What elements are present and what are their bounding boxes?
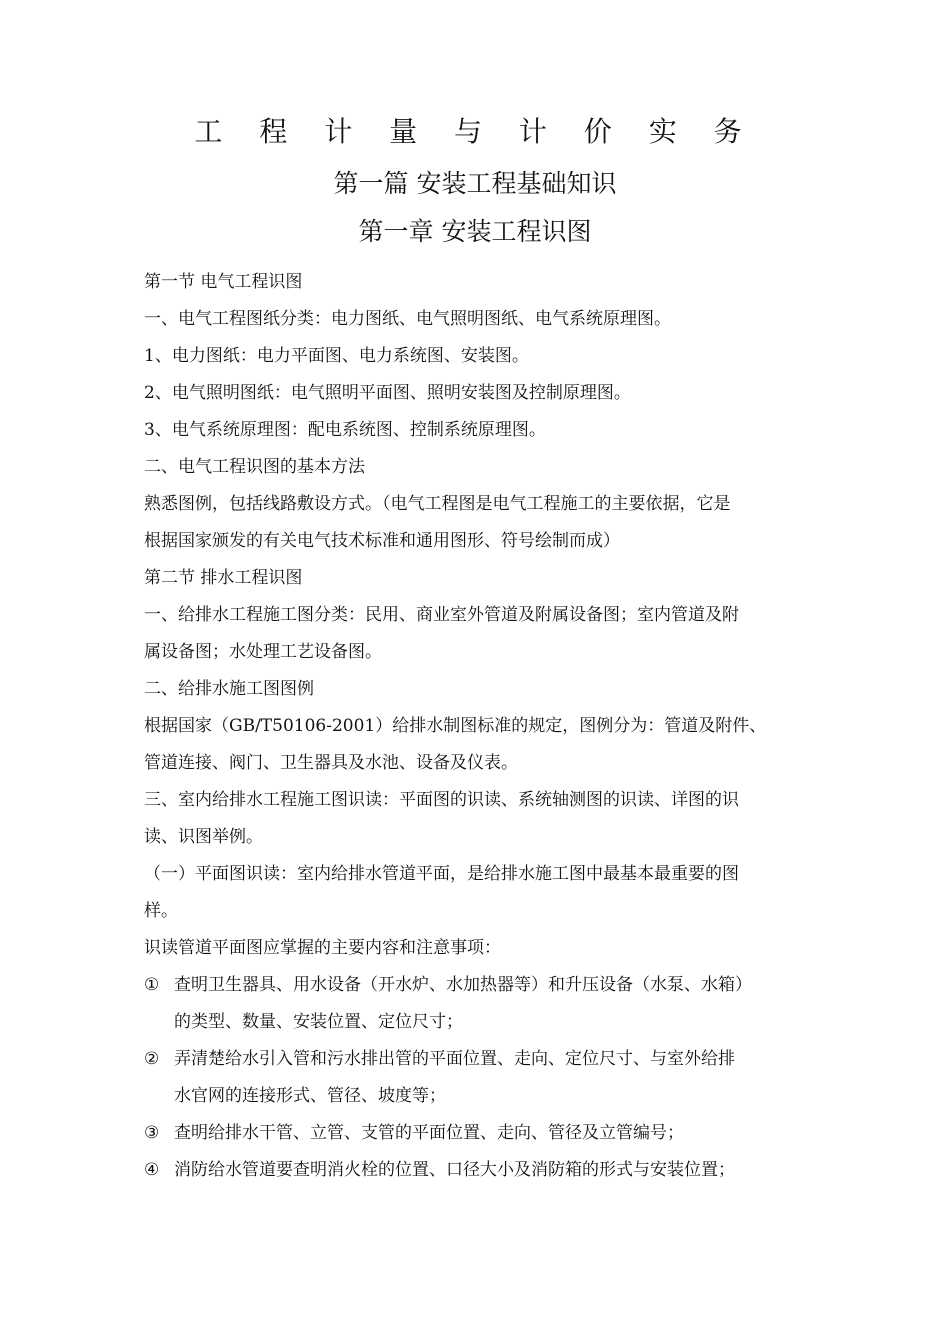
list-line: 查明给排水干管、立管、支管的平面位置、走向、管径及立管编号； bbox=[174, 1123, 684, 1143]
list-number: ② bbox=[144, 1049, 160, 1069]
paragraph-line: 熟悉图例，包括线路敷设方式。（电气工程图是电气工程施工的主要依据，它是 bbox=[144, 494, 731, 514]
paragraph-line: 根据国家（GB/T50106-2001）给排水制图标准的规定，图例分为：管道及附件、 bbox=[144, 716, 767, 736]
paragraph: 一、电气工程图纸分类：电力图纸、电气照明图纸、电气系统原理图。 bbox=[144, 309, 671, 329]
paragraph-line: 管道连接、阀门、卫生器具及水池、设备及仪表。 bbox=[144, 753, 518, 773]
paragraph: 2、电气照明图纸：电气照明平面图、照明安装图及控制原理图。 bbox=[144, 383, 631, 403]
subheading: 二、电气工程识图的基本方法 bbox=[144, 457, 365, 477]
paragraph-line: 样。 bbox=[144, 901, 178, 921]
list-number: ① bbox=[144, 975, 160, 995]
list-text bbox=[174, 967, 808, 1041]
paragraph-line: （一）平面图识读：室内给排水管道平面，是给排水施工图中最基本最重要的图 bbox=[144, 864, 739, 884]
list-text bbox=[174, 1152, 808, 1189]
list-line: 消防给水管道要查明消火栓的位置、口径大小及消防箱的形式与安装位置； bbox=[174, 1160, 735, 1180]
paragraph: 识读管道平面图应掌握的主要内容和注意事项： bbox=[144, 938, 501, 958]
list-item bbox=[144, 967, 808, 1041]
main-title: 工 程 计 量 与 计 价 实 务 bbox=[194, 115, 756, 148]
part-title: 第一篇 安装工程基础知识 bbox=[333, 169, 617, 198]
body-text bbox=[144, 264, 808, 1189]
paragraph-line: 读、识图举例。 bbox=[144, 827, 263, 847]
paragraph-line: 一、给排水工程施工图分类：民用、商业室外管道及附属设备图；室内管道及附 bbox=[144, 605, 739, 625]
paragraph-line: 属设备图；水处理工艺设备图。 bbox=[144, 642, 382, 662]
list-line: 的类型、数量、安装位置、定位尺寸； bbox=[174, 1012, 463, 1032]
section-heading: 第二节 排水工程识图 bbox=[144, 568, 303, 588]
paragraph: 1、电力图纸：电力平面图、电力系统图、安装图。 bbox=[144, 346, 529, 366]
list-item bbox=[144, 1152, 808, 1189]
list-line: 水官网的连接形式、管径、坡度等； bbox=[174, 1086, 446, 1106]
list-item bbox=[144, 1115, 808, 1152]
section-heading: 第一节 电气工程识图 bbox=[144, 272, 303, 292]
subheading: 二、给排水施工图图例 bbox=[144, 679, 314, 699]
paragraph: 3、电气系统原理图：配电系统图、控制系统原理图。 bbox=[144, 420, 546, 440]
list-line: 查明卫生器具、用水设备（开水炉、水加热器等）和升压设备（水泵、水箱） bbox=[174, 975, 752, 995]
chapter-title: 第一章 安装工程识图 bbox=[358, 217, 592, 246]
list-text bbox=[174, 1041, 808, 1115]
list-item bbox=[144, 1041, 808, 1115]
paragraph-line: 根据国家颁发的有关电气技术标准和通用图形、符号绘制而成） bbox=[144, 531, 620, 551]
list-text bbox=[174, 1115, 808, 1152]
list-number: ④ bbox=[144, 1160, 160, 1180]
list-number: ③ bbox=[144, 1123, 160, 1143]
paragraph-line: 三、室内给排水工程施工图识读：平面图的识读、系统轴测图的识读、详图的识 bbox=[144, 790, 739, 810]
list-line: 弄清楚给水引入管和污水排出管的平面位置、走向、定位尺寸、与室外给排 bbox=[174, 1049, 735, 1069]
